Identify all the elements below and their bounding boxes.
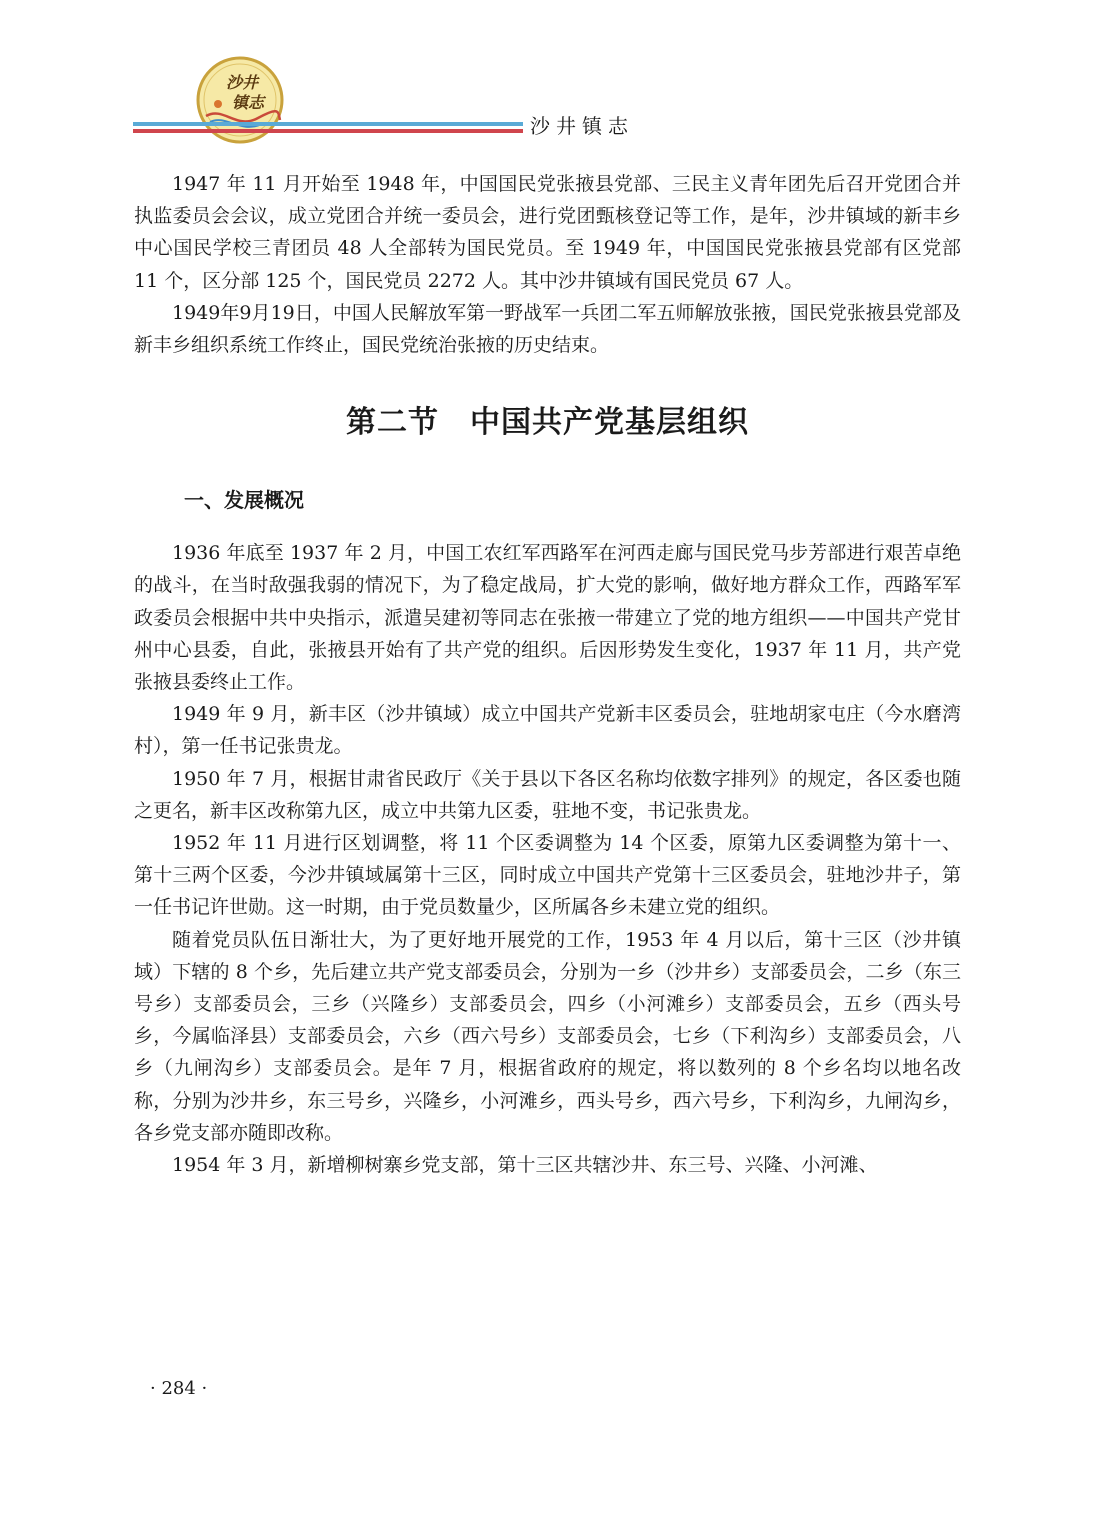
- body-paragraph-4: 1952 年 11 月进行区划调整，将 11 个区委调整为 14 个区委，原第九区委调整为第十一、第十三两个区委，今沙井镇域属第十三区，同时成立中国共产党第十三区委员会，驻地沙井子，第一任书记许世勋。这一时期，由于党员数量少，区所属各乡未建立党的组织。: [134, 832, 961, 919]
- header-rule-red: [133, 129, 523, 133]
- body-paragraph-1: 1936 年底至 1937 年 2 月，中国工农红军西路军在河西走廊与国民党马步芳部进行艰苦卓绝的战斗，在当时敌强我弱的情况下，为了稳定战局，扩大党的影响，做好地方群众工作，西路军军政委员会根据中共中央指示，派遣吴建初等同志在张掖一带建立了党的地方组织——中国共产党甘州中心县委，自此，张掖县开始有了共产党的组织。后因形势发生变化，1937 年 11 月，共产党张掖县委终止工作。: [134, 542, 961, 694]
- header-rule-blue: [133, 122, 523, 126]
- body-paragraph-6: 1954 年 3 月，新增柳树寨乡党支部，第十三区共辖沙井、东三号、兴隆、小河滩、: [172, 1154, 878, 1177]
- page-number: · 284 ·: [150, 1378, 208, 1399]
- section-title: 第二节 中国共产党基层组织: [346, 405, 749, 441]
- body-paragraph-2: 1949 年 9 月，新丰区（沙井镇域）成立中国共产党新丰区委员会，驻地胡家屯庄（今水磨湾村），第一任书记张贵龙。: [134, 703, 961, 758]
- body-paragraph-3: 1950 年 7 月，根据甘肃省民政厅《关于县以下各区名称均依数字排列》的规定，各区委也随之更名，新丰区改称第九区，成立中共第九区委，驻地不变，书记张贵龙。: [134, 767, 961, 822]
- intro-paragraph-1: 1947 年 11 月开始至 1948 年，中国国民党张掖县党部、三民主义青年团先后召开党团合并执监委员会会议，成立党团合并统一委员会，进行党团甄核登记等工作，是年，沙井镇域的新丰乡中心国民学校三青团员 48 人全部转为国民党员。至 1949 年，中国国民党张掖县党部有区党部 11 个，区分部 125 个，国民党员 2272 人。其中沙井镇域有国民党员 67 人。: [134, 173, 961, 292]
- svg-text:镇志: 镇志: [231, 93, 265, 112]
- running-title: 沙井镇志: [530, 114, 634, 138]
- body-paragraph-5: 随着党员队伍日渐壮大，为了更好地开展党的工作，1953 年 4 月以后，第十三区（沙井镇域）下辖的 8 个乡，先后建立共产党支部委员会，分别为一乡（沙井乡）支部委员会，二乡（东三号乡）支部委员会，三乡（兴隆乡）支部委员会，四乡（小河滩乡）支部委员会，五乡（西头号乡，今属临泽县）支部委员会，六乡（西六号乡）支部委员会，七乡（下利沟乡）支部委员会，八乡（九闸沟乡）支部委员会。是年 7 月，根据省政府的规定，将以数列的 8 个乡名均以地名改称，分别为沙井乡，东三号乡，兴隆乡，小河滩乡，西头号乡，西六号乡，下利沟乡，九闸沟乡，各乡党支部亦随即改称。: [134, 928, 961, 1144]
- svg-text:沙井: 沙井: [225, 73, 259, 92]
- intro-paragraph-2: 1949年9月19日，中国人民解放军第一野战军一兵团二军五师解放张掖，国民党张掖县党部及新丰乡组织系统工作终止，国民党统治张掖的历史结束。: [134, 301, 961, 357]
- page-content: [134, 168, 961, 1181]
- subsection-title: 一、发展概况: [184, 488, 304, 513]
